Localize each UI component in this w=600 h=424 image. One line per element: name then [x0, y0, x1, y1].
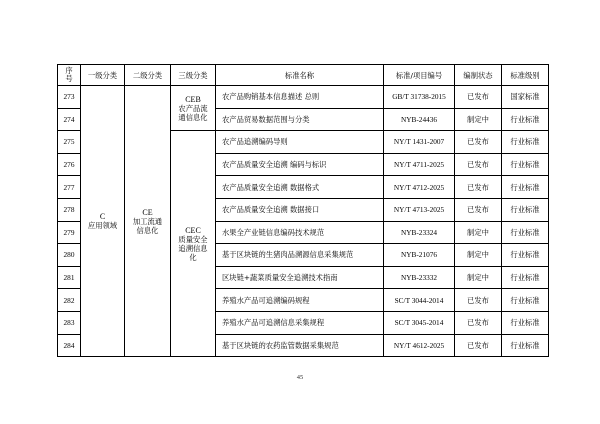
row-status: 已发布: [455, 86, 502, 109]
level1-code: C: [99, 212, 106, 222]
level3-name: 质量安全 追溯信息 化: [178, 234, 208, 262]
row-code: NYB-23324: [384, 221, 455, 244]
row-code: NYB-21076: [384, 244, 455, 267]
row-seq: 277: [58, 176, 81, 199]
row-code: NY/T 4712-2025: [384, 176, 455, 199]
row-status: 已发布: [455, 334, 502, 357]
level1-name: 应用领域: [87, 221, 118, 231]
row-name: 农产品质量安全追溯 数据格式: [216, 176, 384, 199]
row-name: 农产品质量安全追溯 编码与标识: [216, 153, 384, 176]
level2-name: 加工流通 信息化: [132, 216, 163, 235]
row-name: 基于区块链的生猪肉品溯源信息采集规范: [216, 244, 384, 267]
row-level: 行业标准: [502, 311, 549, 334]
row-level: 行业标准: [502, 198, 549, 221]
row-name: 农产品贸易数据范围与分类: [216, 108, 384, 131]
table-row: [58, 86, 549, 109]
row-name: 基于区块链的农药监管数据采集规范: [216, 334, 384, 357]
row-seq: 281: [58, 266, 81, 289]
level2-cell: [125, 86, 171, 357]
header-code: 标准/项目编号: [384, 65, 455, 86]
row-status: 已发布: [455, 176, 502, 199]
row-status: 制定中: [455, 266, 502, 289]
row-code: NYB-24436: [384, 108, 455, 131]
header-seq: 序 号: [58, 65, 81, 86]
standards-table: [57, 64, 549, 357]
header-status: 编制状态: [455, 65, 502, 86]
row-seq: 278: [58, 198, 81, 221]
row-level: 行业标准: [502, 221, 549, 244]
row-seq: 282: [58, 289, 81, 312]
row-name: 农产品质量安全追溯 数据接口: [216, 198, 384, 221]
row-seq: 276: [58, 153, 81, 176]
row-seq: 280: [58, 244, 81, 267]
level3-code: CEC: [185, 225, 201, 235]
row-name: 水果全产业链信息编码技术规范: [216, 221, 384, 244]
header-level2: 二级分类: [125, 65, 171, 86]
row-level: 行业标准: [502, 289, 549, 312]
row-status: 已发布: [455, 131, 502, 154]
row-name: 养殖水产品可追溯编码规程: [216, 289, 384, 312]
level2-code: CE: [142, 207, 153, 217]
level3-cell-ceb: [171, 86, 216, 131]
header-name: 标准名称: [216, 65, 384, 86]
row-name: 农产品购销基本信息描述 总则: [216, 86, 384, 109]
row-name: 区块链+蔬菜质量安全追溯技术指南: [216, 266, 384, 289]
row-code: NY/T 4713-2025: [384, 198, 455, 221]
row-code: NY/T 4612-2025: [384, 334, 455, 357]
row-code: SC/T 3044-2014: [384, 289, 455, 312]
row-code: SC/T 3045-2014: [384, 311, 455, 334]
level3-name: 农产品流 通信息化: [178, 103, 208, 122]
row-code: GB/T 31738-2015: [384, 86, 455, 109]
row-level: 行业标准: [502, 334, 549, 357]
row-seq: 284: [58, 334, 81, 357]
row-status: 已发布: [455, 198, 502, 221]
level3-cell-cec: [171, 131, 216, 357]
row-seq: 275: [58, 131, 81, 154]
row-code: NY/T 4711-2025: [384, 153, 455, 176]
header-level3: 三级分类: [171, 65, 216, 86]
row-status: 已发布: [455, 289, 502, 312]
row-name: 养殖水产品可追溯信息采集规程: [216, 311, 384, 334]
row-level: 行业标准: [502, 108, 549, 131]
row-status: 制定中: [455, 108, 502, 131]
row-level: 行业标准: [502, 176, 549, 199]
table-header-row: [58, 65, 549, 86]
row-level: 行业标准: [502, 131, 549, 154]
row-status: 已发布: [455, 153, 502, 176]
row-seq: 274: [58, 108, 81, 131]
row-name: 农产品追溯编码导则: [216, 131, 384, 154]
page-number: 45: [296, 374, 304, 381]
row-status: 制定中: [455, 244, 502, 267]
header-level: 标准级别: [502, 65, 549, 86]
row-seq: 283: [58, 311, 81, 334]
row-status: 已发布: [455, 311, 502, 334]
row-level: 行业标准: [502, 153, 549, 176]
row-level: 行业标准: [502, 266, 549, 289]
header-level1: 一级分类: [81, 65, 125, 86]
level1-cell: [81, 86, 125, 357]
row-level: 行业标准: [502, 244, 549, 267]
row-status: 制定中: [455, 221, 502, 244]
row-code: NYB-23332: [384, 266, 455, 289]
row-level: 国家标准: [502, 86, 549, 109]
row-seq: 279: [58, 221, 81, 244]
row-seq: 273: [58, 86, 81, 109]
level3-code: CEB: [185, 94, 201, 104]
row-code: NY/T 1431-2007: [384, 131, 455, 154]
